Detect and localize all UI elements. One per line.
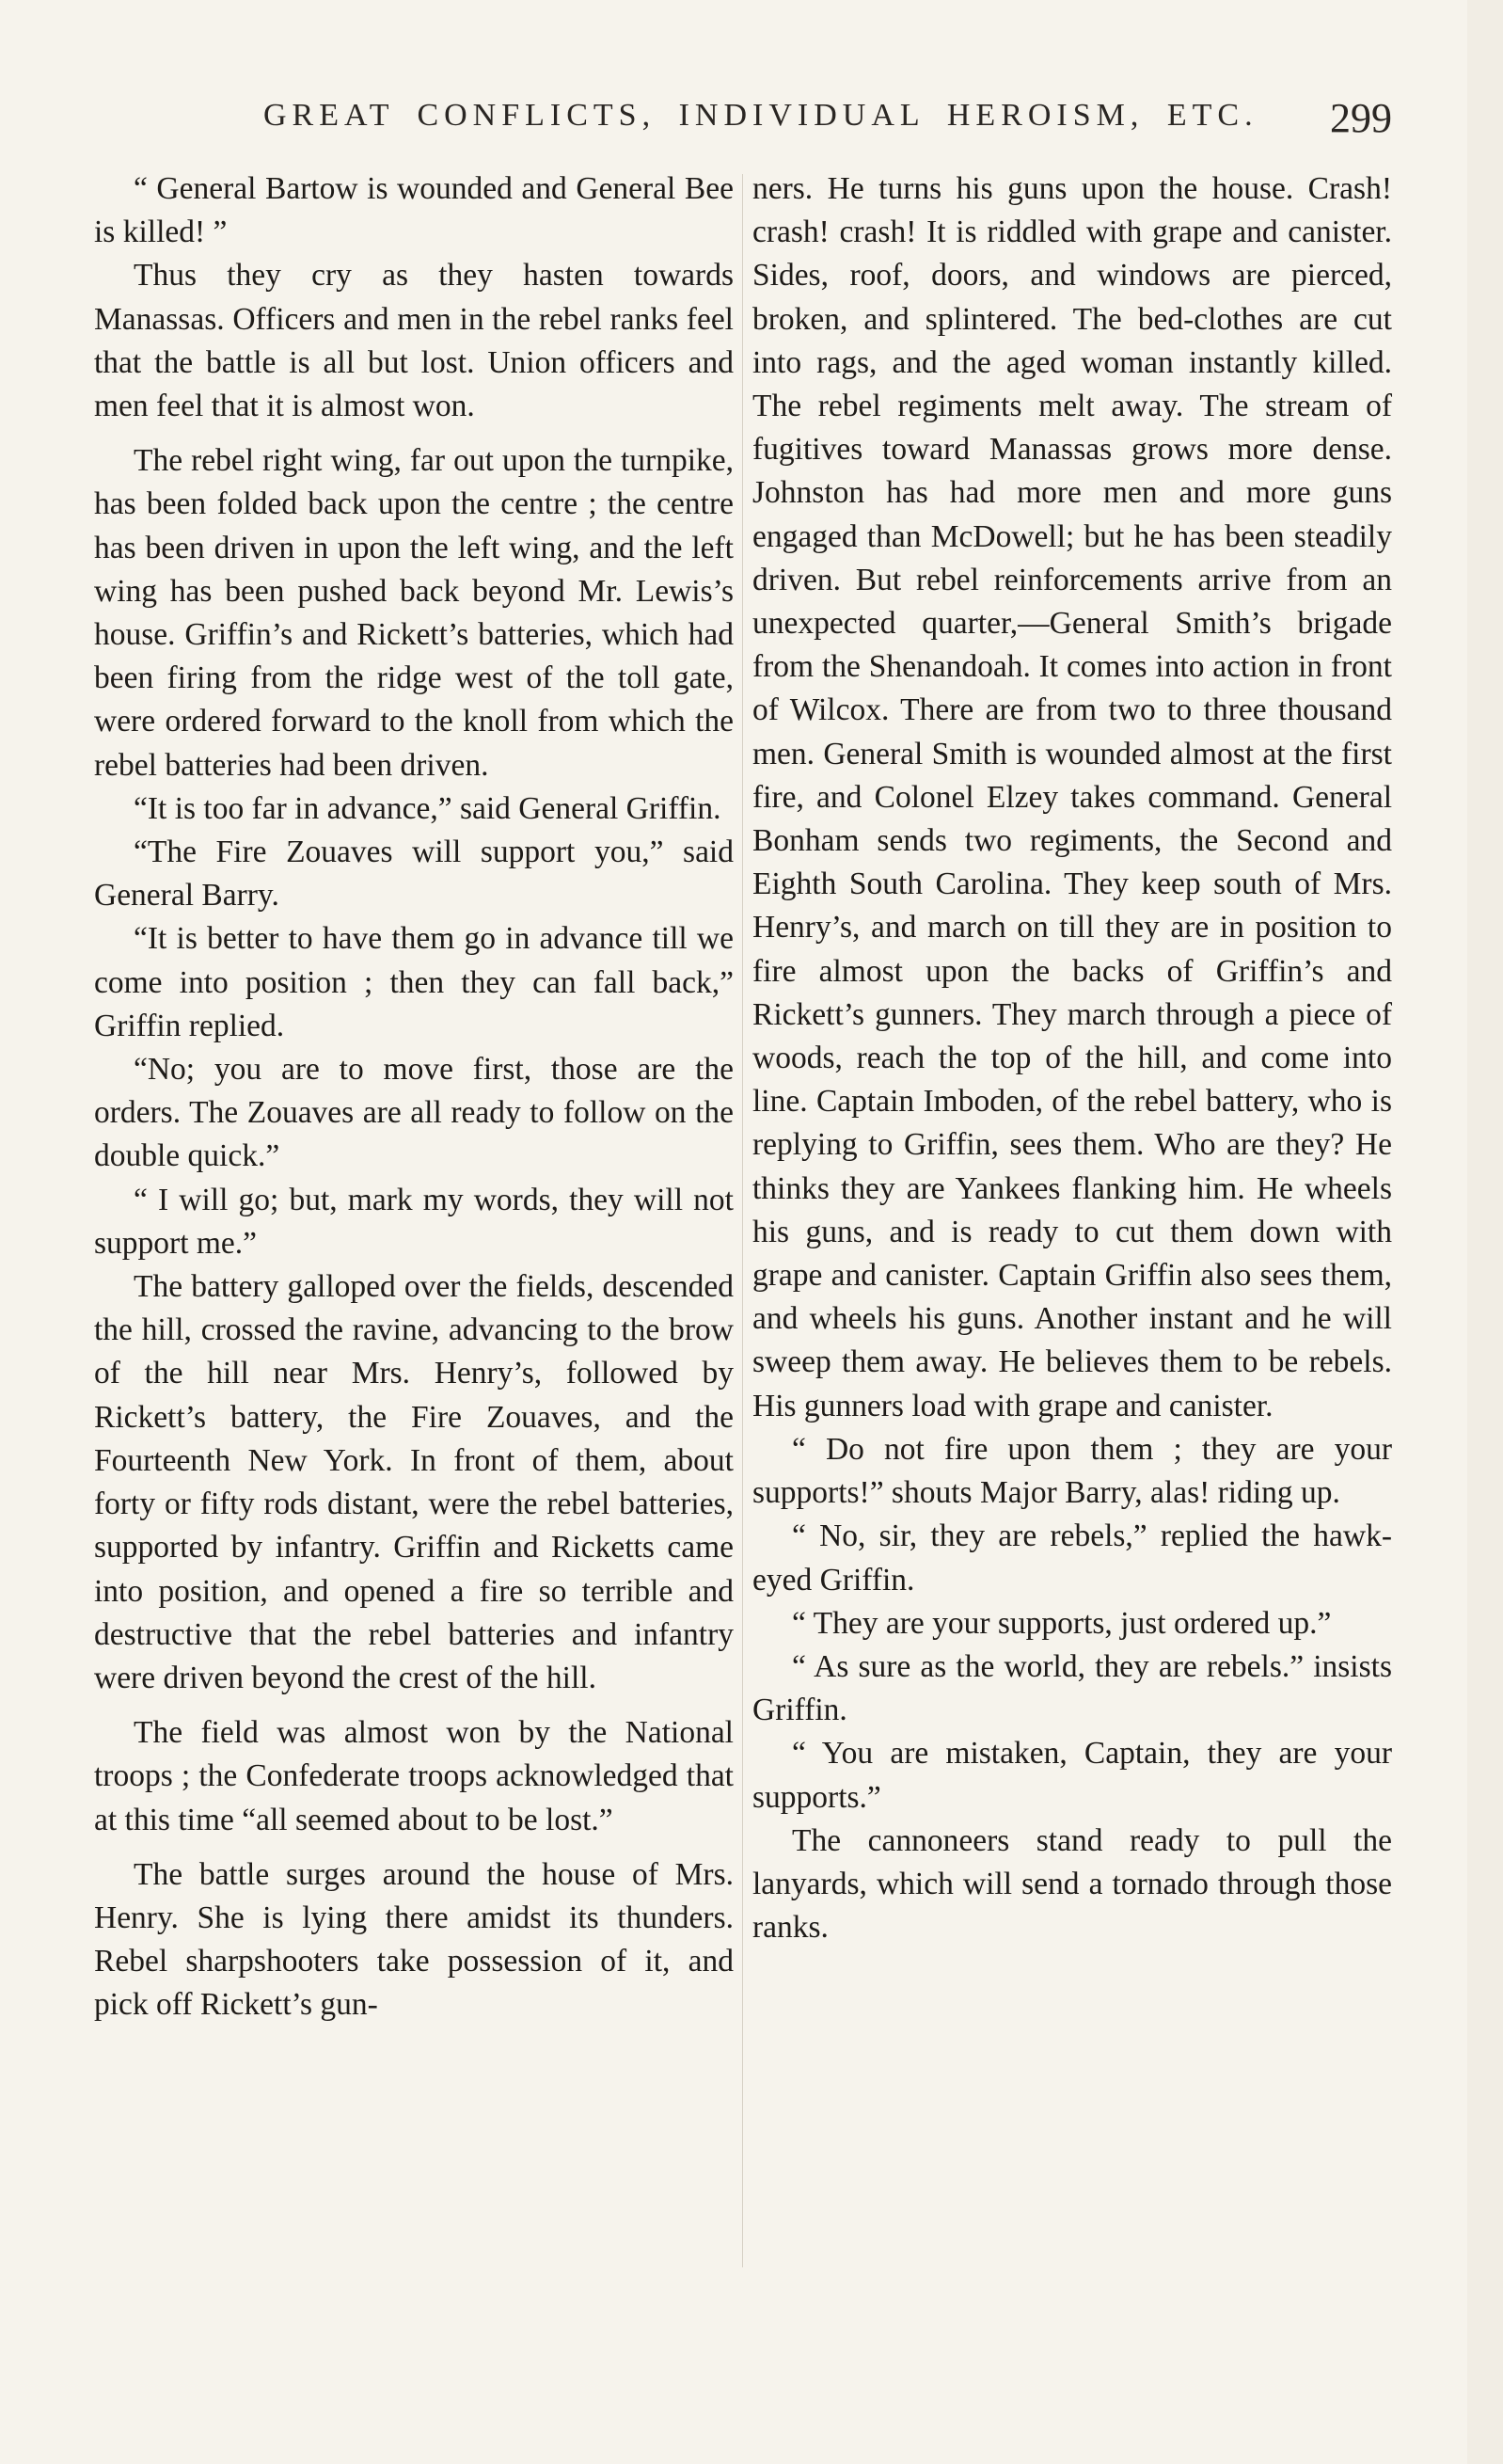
paragraph: ners. He turns his guns upon the house. Crash! crash! crash! It is riddled with grape and canister. Sides, roof, doors, and windows are pierced, broken, and splintered. The bed-clothes are cut into rags, and the aged woman instantly killed. The rebel regiments melt away. The stream of fugitives toward Manassas grows more dense. Johnston has had more men and more guns engaged than McDowell; but he has been steadily driven. But rebel reinforcements arrive from an unexpected quarter,—General Smith’s brigade from the Shenandoah. It comes into action in front of Wilcox. There are from two to three thousand men. General Smith is wounded almost at the first fire, and Colonel Elzey takes command. General Bonham sends two regiments, the Second and Eighth South Carolina. They keep south of Mrs. Henry’s, and march on till they are in position to fire almost upon the backs of Griffin’s and Rickett’s gunners. They march through a piece of woods, reach the top of the hill, and come into line. Captain Imboden, of the rebel battery, who is replying to Griffin, sees them. Who are they? He thinks they are Yankees flanking him. He wheels his guns, and is ready to cut them down with grape and canister. Captain Griffin also sees them, and wheels his guns. Another instant and he will sweep them away. He believes them to be rebels. His gunners load with grape and canister. (752, 171, 1392, 1423)
paragraph: “The Fire Zouaves will support you,” said General Barry. (94, 835, 734, 914)
paragraph: The rebel right wing, far out upon the turnpike, has been folded back upon the centre ; the centre has been driven in upon the left wing, and the left wing has been pushed back beyond Mr. Lewis’s house. Griffin’s and Rickett’s batteries, which had been firing from the ridge west of the toll gate, were ordered forward to the knoll from which the rebel batteries had been driven. (94, 443, 734, 783)
paragraph: “ You are mistaken, Captain, they are your supports.” (752, 1736, 1392, 1815)
left-column (94, 167, 734, 2027)
paragraph: “It is too far in advance,” said General Griffin. (134, 790, 721, 826)
paragraph: “ I will go; but, mark my words, they will not support me.” (94, 1182, 734, 1261)
column-divider (742, 174, 743, 2267)
paragraph: “ They are your supports, just ordered up.” (792, 1605, 1332, 1641)
paragraph: Thus they cry as they hasten towards Manassas. Officers and men in the rebel ranks feel that the battle is all but lost. Union officers and men feel that it is almost won. (94, 258, 734, 424)
paragraph: “ No, sir, they are rebels,” replied the hawk-eyed Griffin. (752, 1518, 1392, 1598)
paragraph: The cannoneers stand ready to pull the lanyards, which will send a tornado through those ranks. (752, 1822, 1392, 1946)
paragraph: “ Do not fire upon them ; they are your supports!” shouts Major Barry, alas! riding up. (752, 1431, 1392, 1511)
page-number: 299 (1330, 95, 1392, 141)
page-header (94, 94, 1392, 151)
running-head: GREAT CONFLICTS, INDIVIDUAL HEROISM, ETC. (263, 98, 1258, 133)
paragraph: The field was almost won by the National troops ; the Confederate troops acknowledged that at this time “all seemed about to be lost.” (94, 1715, 734, 1837)
paragraph: “No; you are to move first, those are the orders. The Zouaves are all ready to follow on the double quick.” (94, 1052, 734, 1174)
paragraph: The battle surges around the house of Mrs. Henry. She is lying there amidst its thunders. Rebel sharpshooters take possession of it, and pick off Rickett’s gun- (94, 1856, 734, 2023)
paragraph: “ General Bartow is wounded and General Bee is killed! ” (94, 171, 734, 250)
paragraph: “ As sure as the world, they are rebels.” insists Griffin. (752, 1648, 1392, 1728)
paragraph: “It is better to have them go in advance till we come into position ; then they can fall back,” Griffin replied. (94, 921, 734, 1043)
page-edge (1467, 0, 1503, 2464)
right-column (752, 167, 1392, 1949)
paragraph: The battery galloped over the fields, descended the hill, crossed the ravine, advancing to the brow of the hill near Mrs. Henry’s, followed by Rickett’s battery, the Fire Zouaves, and the Fourteenth New York. In front of them, about forty or fifty rods distant, were the rebel batteries, supported by infantry. Griffin and Ricketts came into position, and opened a fire so terrible and destructive that the rebel batteries and infantry were driven beyond the crest of the hill. (94, 1269, 734, 1695)
